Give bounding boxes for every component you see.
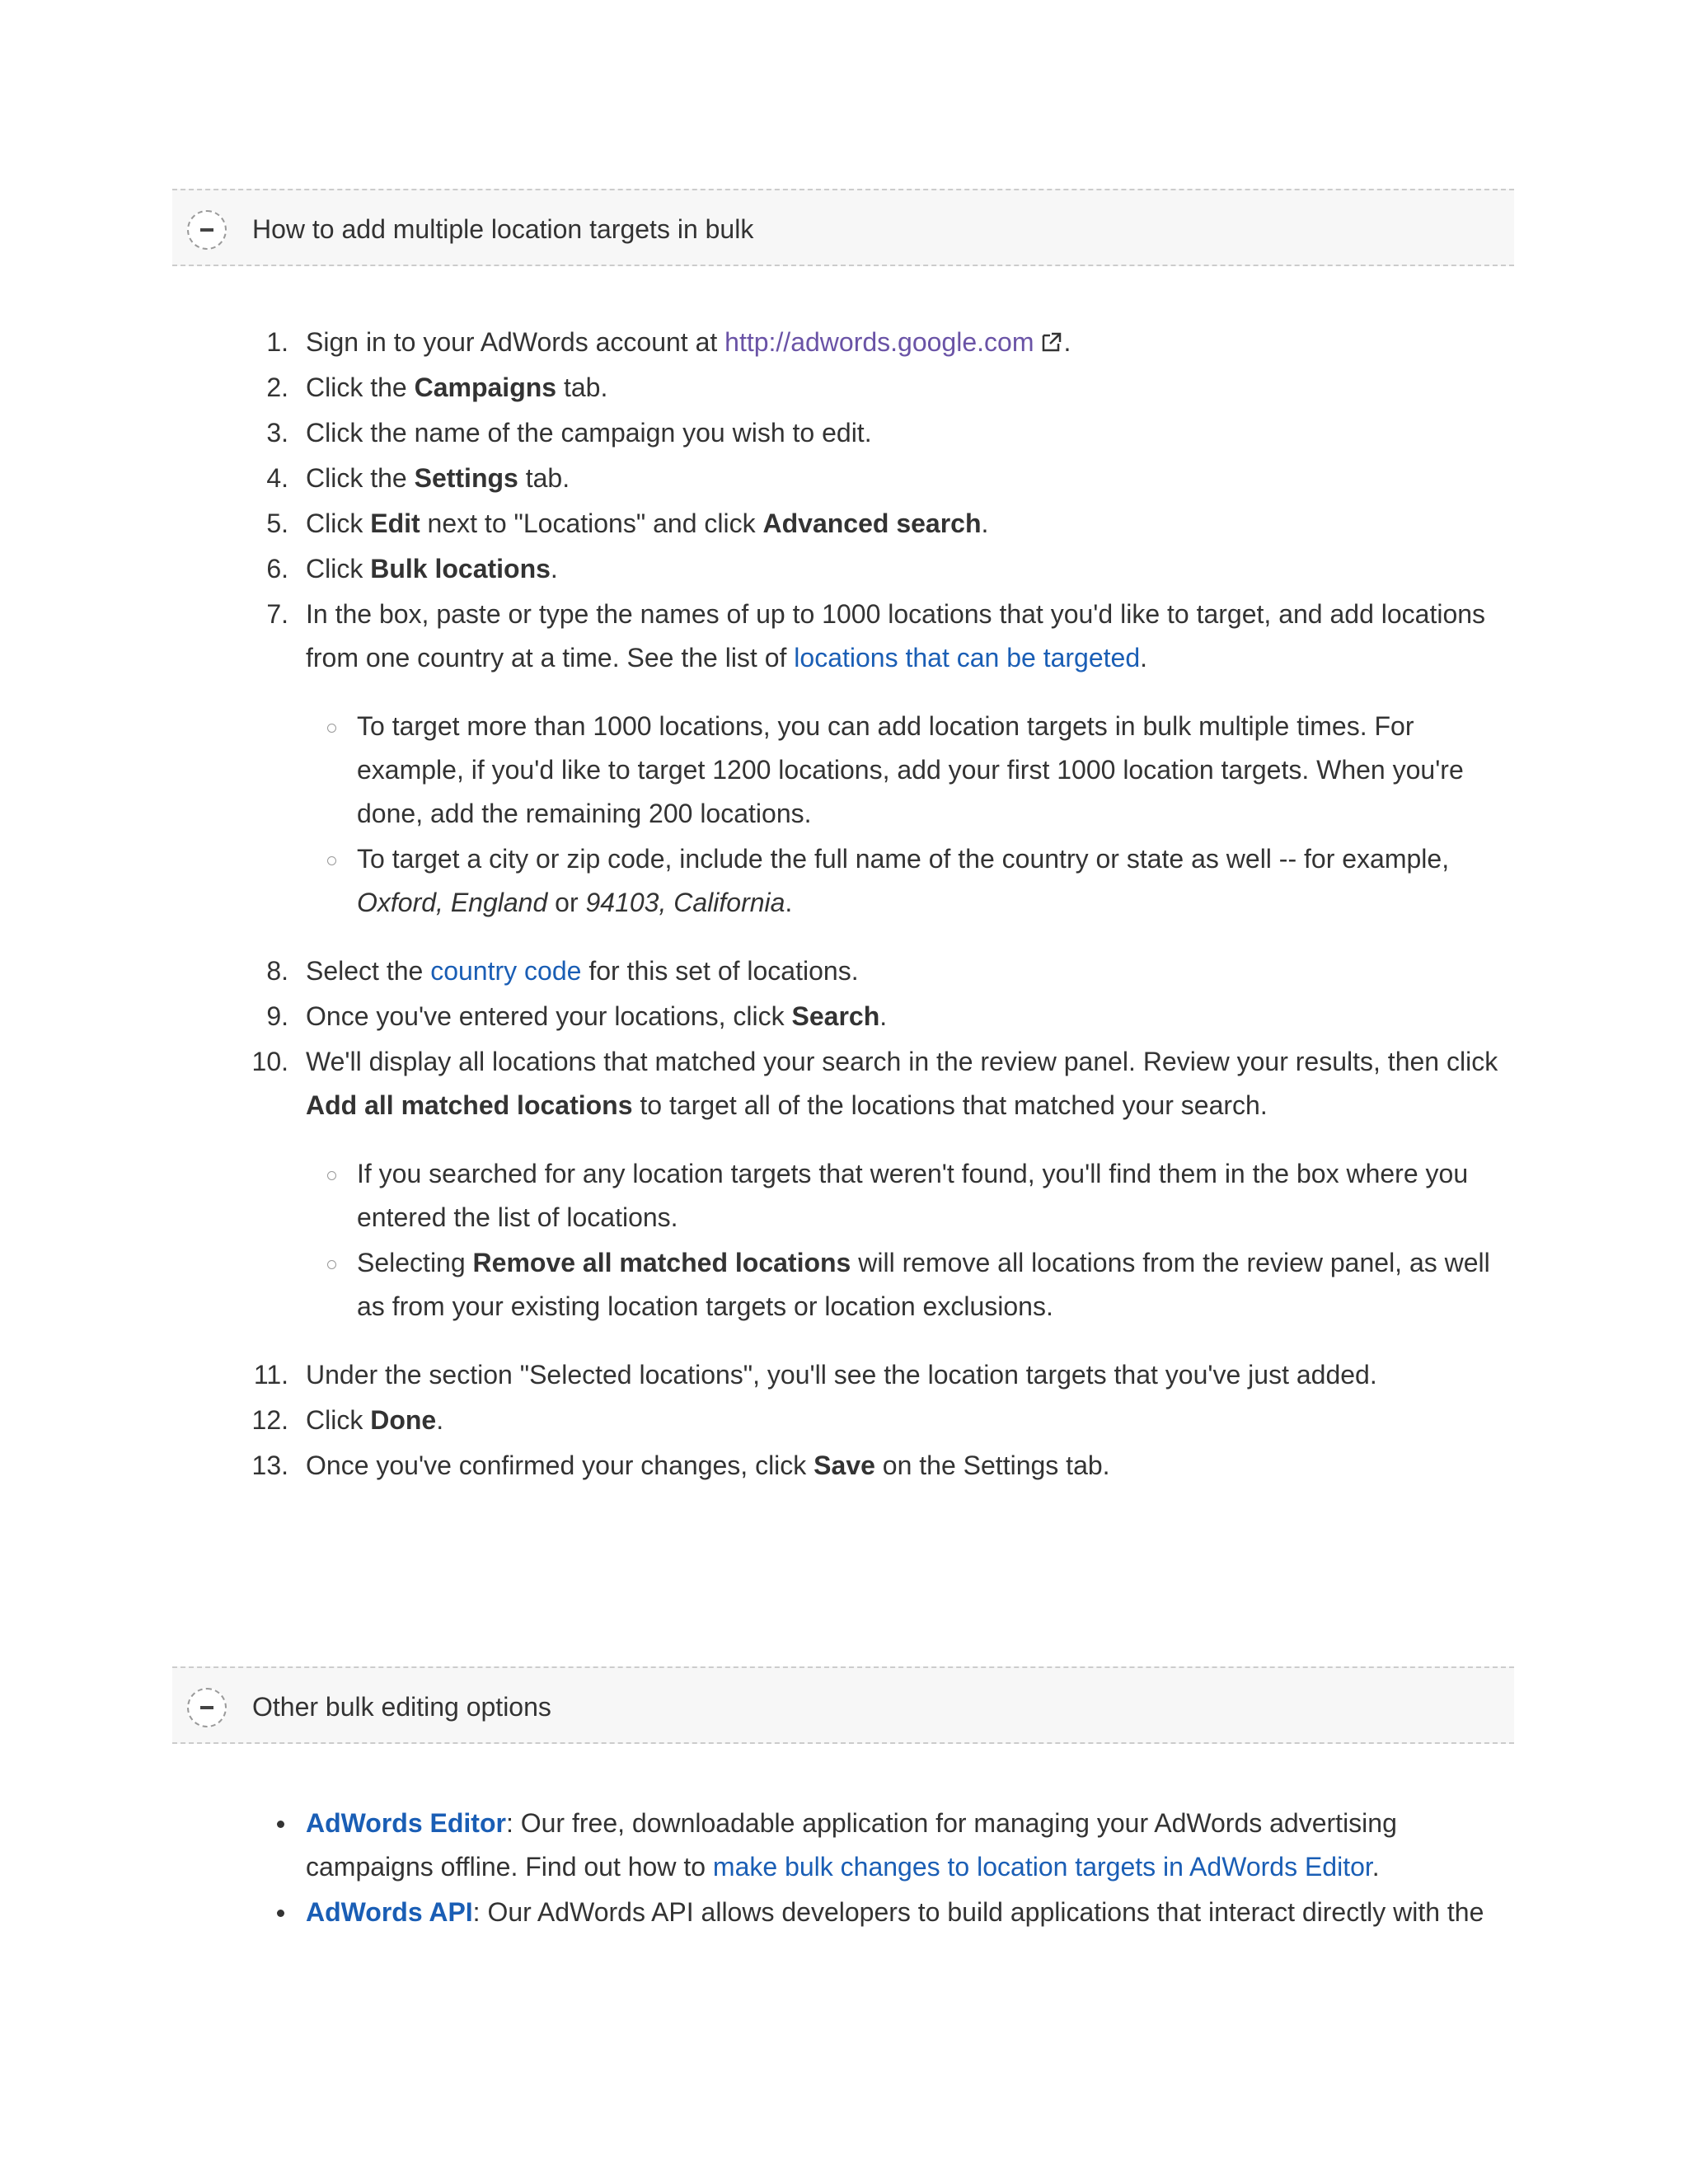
list-item xyxy=(0,1802,1517,1889)
step-text: . xyxy=(981,509,989,538)
sub-text: Selecting xyxy=(357,1248,473,1277)
step-text: Select the xyxy=(306,956,431,986)
step-text: . xyxy=(550,554,558,583)
step-number: 7. xyxy=(266,599,288,629)
list-item xyxy=(0,1040,1517,1329)
list-item xyxy=(0,366,1517,410)
step-text: Under the section "Selected locations", you'll see the location targets that you've just added. xyxy=(306,1360,1377,1390)
sub-list-item xyxy=(357,1152,1517,1240)
step-emphasis: Save xyxy=(814,1451,875,1480)
section-title: Other bulk editing options xyxy=(252,1692,551,1722)
list-item xyxy=(0,1444,1517,1488)
step-number: 1. xyxy=(266,327,288,357)
section-title: How to add multiple location targets in bulk xyxy=(252,214,754,244)
list-item xyxy=(0,949,1517,993)
step-text: . xyxy=(1063,327,1071,357)
targetable-locations-link[interactable]: locations that can be targeted xyxy=(794,643,1141,673)
section-header-other-options[interactable] xyxy=(172,1666,1514,1744)
options-container xyxy=(0,1802,1688,1936)
step-number: 8. xyxy=(266,956,288,986)
step-text: Click the xyxy=(306,373,415,402)
step-text: to target all of the locations that matched your search. xyxy=(632,1090,1268,1120)
step-text: . xyxy=(436,1405,444,1435)
section-header-bulk-locations[interactable] xyxy=(172,189,1514,266)
step-emphasis: Edit xyxy=(370,509,420,538)
step-emphasis: Search xyxy=(791,1001,880,1031)
list-item xyxy=(0,995,1517,1038)
step-text: tab. xyxy=(518,463,570,493)
list-item xyxy=(0,457,1517,500)
step-text: We'll display all locations that matched your search in the review panel. Review your results, then click xyxy=(306,1047,1498,1076)
step-text: . xyxy=(879,1001,888,1031)
list-item xyxy=(0,1891,1517,1934)
step-text: next to "Locations" and click xyxy=(420,509,763,538)
sub-text: If you searched for any location targets that weren't found, you'll find them in the box where you entered the list of locations. xyxy=(357,1159,1469,1232)
sub-text: To target more than 1000 locations, you can add location targets in bulk multiple times. For example, if you'd like to target 1200 locations, add your first 1000 location targets. When you're done, add the remaining 200 locations. xyxy=(357,711,1464,828)
list-item xyxy=(0,321,1517,364)
adwords-editor-link[interactable]: AdWords Editor xyxy=(306,1808,506,1838)
list-item xyxy=(0,593,1517,925)
sub-list xyxy=(306,1152,1517,1329)
sub-text: will remove all locations from the review panel, as well as from your existing location targets or location exclusions. xyxy=(357,1248,1490,1321)
sub-text: . xyxy=(785,888,793,917)
example-text: 94103, California xyxy=(585,888,785,917)
step-number: 11. xyxy=(253,1360,288,1390)
step-emphasis: Settings xyxy=(414,463,518,493)
step-number: 2. xyxy=(266,373,288,402)
list-item xyxy=(0,502,1517,546)
step-number: 4. xyxy=(266,463,288,493)
step-emphasis: Bulk locations xyxy=(370,554,551,583)
step-emphasis: Done xyxy=(370,1405,437,1435)
step-number: 3. xyxy=(266,418,288,448)
adwords-url-link[interactable]: http://adwords.google.com xyxy=(724,327,1034,357)
step-text: for this set of locations. xyxy=(581,956,859,986)
step-number: 12. xyxy=(251,1405,288,1435)
step-text: Sign in to your AdWords account at xyxy=(306,327,725,357)
step-text: on the Settings tab. xyxy=(874,1451,1110,1480)
list-item xyxy=(0,547,1517,591)
sub-list-item xyxy=(357,705,1517,836)
steps-container xyxy=(0,321,1688,1489)
step-number: 9. xyxy=(266,1001,288,1031)
option-text: : Our AdWords API allows developers to build applications that interact directly with the xyxy=(472,1897,1484,1927)
sub-list-item xyxy=(357,1241,1517,1329)
list-item xyxy=(0,411,1517,455)
step-emphasis: Campaigns xyxy=(414,373,557,402)
example-text: Oxford, England xyxy=(357,888,548,917)
step-number: 10. xyxy=(251,1047,288,1076)
step-emphasis: Advanced search xyxy=(762,509,982,538)
sub-list xyxy=(306,705,1517,925)
options-list xyxy=(0,1802,1688,1934)
collapse-minus-icon[interactable] xyxy=(187,1688,227,1727)
step-text: Click the xyxy=(306,463,415,493)
sub-text: or xyxy=(547,888,586,917)
step-text: Click xyxy=(306,554,371,583)
step-text: Click the name of the campaign you wish to edit. xyxy=(306,418,872,448)
list-item xyxy=(0,1353,1517,1397)
sub-list-item xyxy=(357,837,1517,925)
sub-text: To target a city or zip code, include the full name of the country or state as well -- for example, xyxy=(357,844,1450,874)
editor-bulk-changes-link[interactable]: make bulk changes to location targets in AdWords Editor xyxy=(712,1852,1372,1882)
step-text: Click xyxy=(306,509,371,538)
steps-list xyxy=(0,321,1688,1488)
step-number: 13. xyxy=(251,1451,288,1480)
step-text: tab. xyxy=(556,373,608,402)
external-link-icon[interactable] xyxy=(1040,330,1063,354)
step-text: Once you've confirmed your changes, click xyxy=(306,1451,814,1480)
step-text: In the box, paste or type the names of up to 1000 locations that you'd like to target, and add locations from one country at a time. See the list of xyxy=(306,599,1486,673)
step-emphasis: Add all matched locations xyxy=(306,1090,633,1120)
collapse-minus-icon[interactable] xyxy=(187,210,227,250)
step-text: Click xyxy=(306,1405,371,1435)
step-text: . xyxy=(1140,643,1148,673)
step-number: 5. xyxy=(266,509,288,538)
option-text: . xyxy=(1372,1852,1380,1882)
option-text: : Our free, downloadable application for managing your AdWords advertising campaigns offline. Find out how to xyxy=(306,1808,1397,1882)
sub-emphasis: Remove all matched locations xyxy=(472,1248,851,1277)
step-number: 6. xyxy=(266,554,288,583)
list-item xyxy=(0,1399,1517,1442)
country-code-link[interactable]: country code xyxy=(430,956,582,986)
adwords-api-link[interactable]: AdWords API xyxy=(306,1897,473,1927)
step-text: Once you've entered your locations, click xyxy=(306,1001,792,1031)
